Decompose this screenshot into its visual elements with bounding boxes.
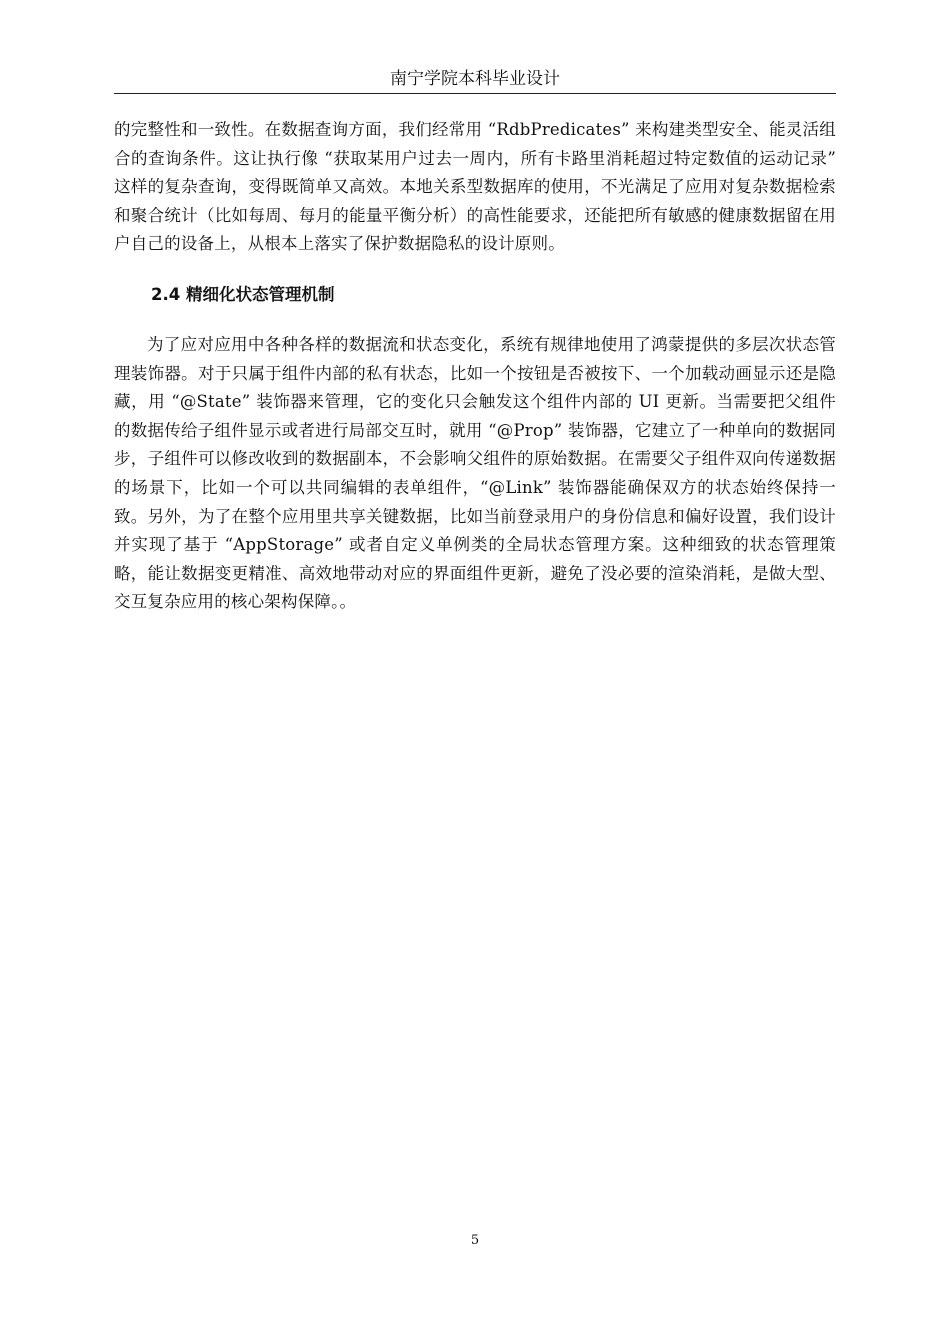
paragraph-state-management: 为了应对应用中各种各样的数据流和状态变化，系统有规律地使用了鸿蒙提供的多层次状态管理装饰器。对于只属于组件内部的私有状态，比如一个按钮是否被按下、一个加载动画显示还是隐藏，用 “@State” 装饰器来管理，它的变化只会触发这个组件内部的 UI 更新。当需要把父组件的数据传给子组件显示或者进行局部交互时，就用 “@Prop” 装饰器，它建立了一种单向的数据同步，子组件可以修改收到的数据副本，不会影响父组件的原始数据。在需要父子组件双向传递数据的场景下，比如一个可以共同编辑的表单组件，“@Link” 装饰器能确保双方的状态始终保持一致。另外，为了在整个应用里共享关键数据，比如当前登录用户的身份信息和偏好设置，我们设计并实现了基于 “AppStorage” 或者自定义单例类的全局状态管理方案。这种细致的状态管理策略，能让数据变更精准、高效地带动对应的界面组件更新，避免了没必要的渲染消耗，是做大型、交互复杂应用的核心架构保障。。	[114, 334, 836, 612]
section-heading: 2.4 精细化状态管理机制	[151, 284, 335, 304]
header-divider	[114, 93, 836, 94]
page-header-title: 南宁学院本科毕业设计	[390, 69, 560, 89]
page-body	[114, 116, 836, 617]
paragraph-continued: 的完整性和一致性。在数据查询方面，我们经常用 “RdbPredicates” 来构建类型安全、能灵活组合的查询条件。这让执行像 “获取某用户过去一周内，所有卡路里消耗超过特定数值的运动记录” 这样的复杂查询，变得既简单又高效。本地关系型数据库的使用，不光满足了应用对复杂数据检索和聚合统计（比如每周、每月的能量平衡分析）的高性能要求，还能把所有敏感的健康数据留在用户自己的设备上，从根本上落实了保护数据隐私的设计原则。	[114, 120, 836, 254]
page-number: 5	[470, 1233, 480, 1248]
